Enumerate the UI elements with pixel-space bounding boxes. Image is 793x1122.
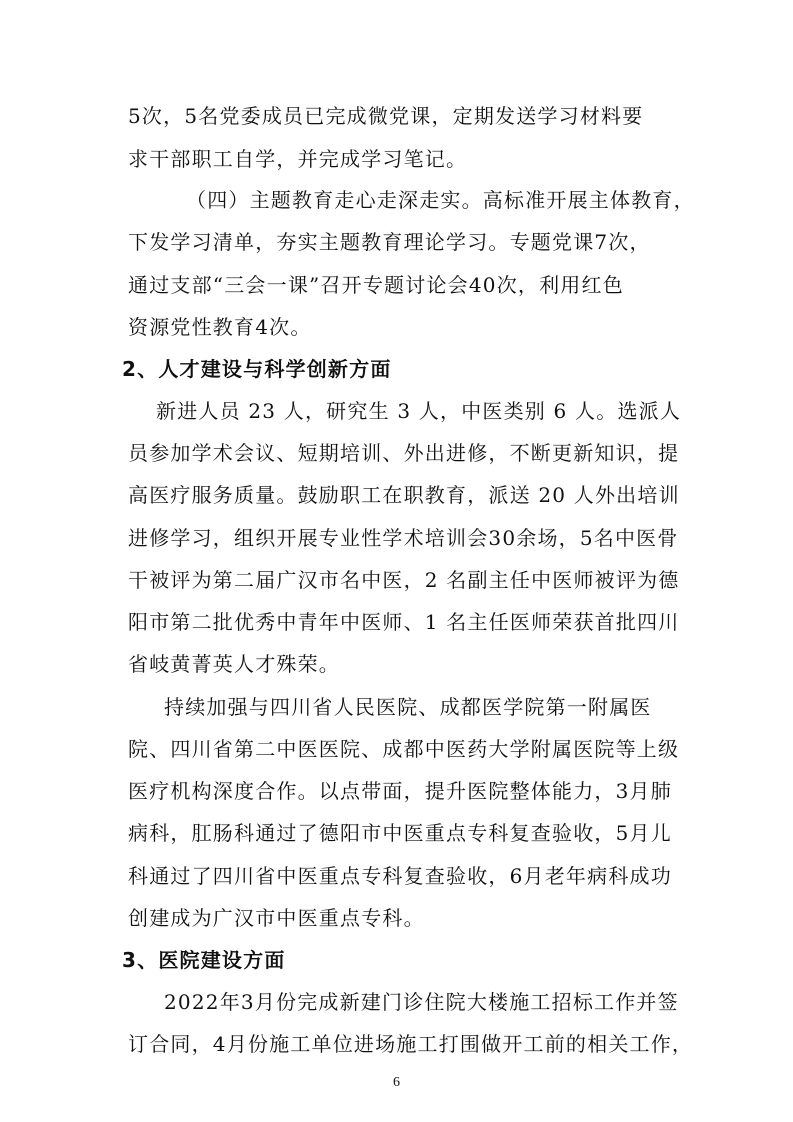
text-line: 下发学习清单，夯实主题教育理论学习。专题党课7次， [128,230,651,254]
text-line: 科通过了四川省中医重点专科复查验收，6月老年病科成功 [128,864,672,888]
text-line: 阳市第二批优秀中青年中医师、1 名主任医师荣获首批四川 [128,610,680,634]
page-number: 6 [393,1075,400,1090]
text-line: 持续加强与四川省人民医院、成都医学院第一附属医 [164,695,652,719]
text-line: 进修学习，组织开展专业性学术培训会30余场，5名中医骨 [128,526,679,550]
text-line: 求干部职工自学，并完成学习笔记。 [128,147,468,171]
text-line: 员参加学术会议、短期培训、外出进修，不断更新知识，提 [128,441,680,465]
text-line: 5次，5名党委成员已完成微党课，定期发送学习材料要 [128,104,644,128]
text-line: 资源党性教育4次。 [128,315,312,339]
text-line: （四）主题教育走心走深走实。高标准开展主体教育， [186,188,695,212]
text-line: 通过支部“三会一课”召开专题讨论会40次，利用红色 [128,273,624,297]
text-line: 省岐黄菁英人才殊荣。 [128,652,340,676]
text-line: 院、四川省第二中医医院、成都中医药大学附属医院等上级 [128,737,680,761]
text-line: 高医疗服务质量。鼓励职工在职教育，派送 20 人外出培训 [128,483,680,507]
text-line: 新进人员 23 人，研究生 3 人，中医类别 6 人。选派人 [156,399,682,423]
text-line: 创建成为广汉市中医重点专科。 [128,906,425,930]
section-heading-hospital: 3、医院建设方面 [122,948,286,972]
text-line: 订合同，4月份施工单位进场施工打围做开工前的相关工作， [128,1032,694,1056]
text-line: 医疗机构深度合作。以点带面，提升医院整体能力，3月肺 [128,779,672,803]
text-line: 2022年3月份完成新建门诊住院大楼施工招标工作并签 [164,990,679,1014]
text-line: 干被评为第二届广汉市名中医，2 名副主任中医师被评为德 [128,568,680,592]
section-heading-talent: 2、人才建设与科学创新方面 [122,357,392,381]
text-line: 病科，肛肠科通过了德阳市中医重点专科复查验收，5月儿 [128,821,672,845]
